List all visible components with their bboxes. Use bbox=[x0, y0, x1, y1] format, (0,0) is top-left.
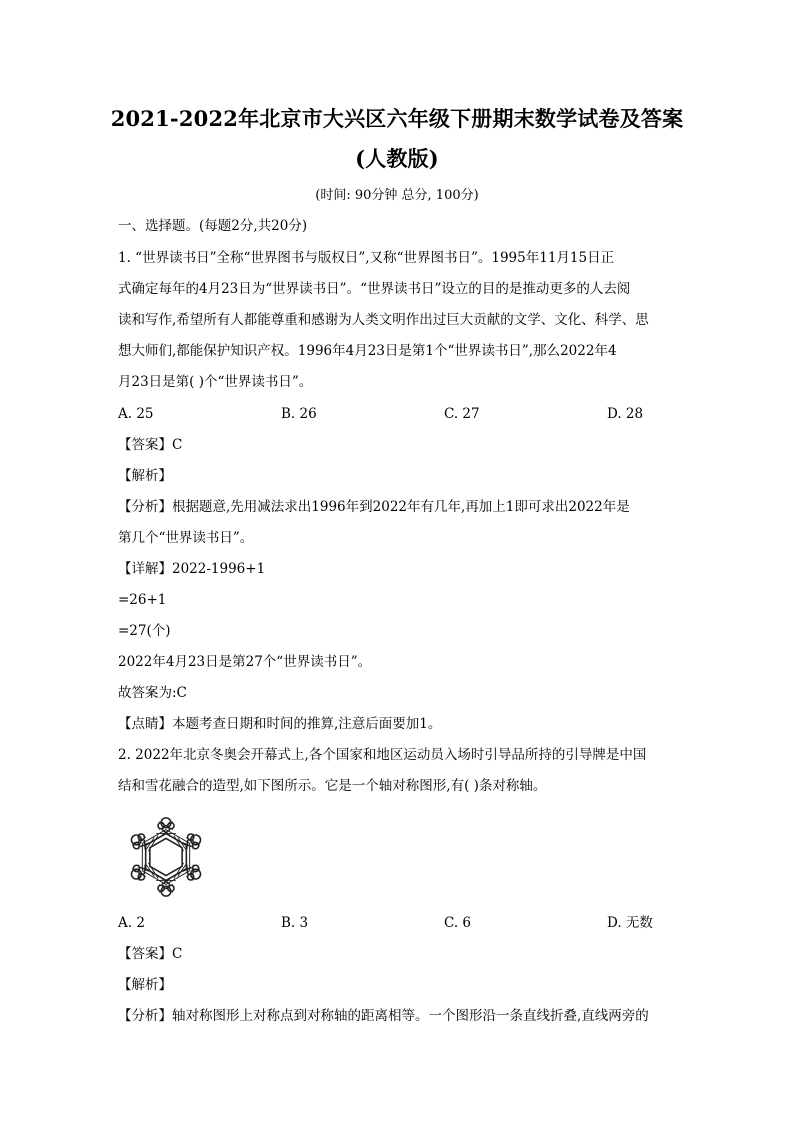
final-answer: 故答案为:C bbox=[118, 685, 187, 701]
option-b: B. 26 bbox=[281, 406, 317, 422]
detail-line: =27(个) bbox=[118, 623, 171, 639]
analysis-text: 【分析】根据题意,先用减法求出1996年到2022年有几年,再加上1即可求出2022年是 bbox=[118, 499, 630, 515]
question-1-line: 月23日是第( )个“世界读书日”。 bbox=[118, 374, 313, 390]
option-a: A. 25 bbox=[118, 406, 154, 422]
detail-line: 【详解】2022-1996+1 bbox=[118, 561, 266, 577]
analysis-label: 【解析】 bbox=[118, 977, 172, 993]
page-title-edition: (人教版) bbox=[355, 146, 439, 171]
question-2-line: 结和雪花融合的造型,如下图所示。它是一个轴对称图形,有( )条对称轴。 bbox=[118, 778, 547, 794]
chinese-knot-snowflake-icon bbox=[122, 812, 210, 902]
answer-label: 【答案】C bbox=[118, 437, 183, 453]
section-heading: 一、选择题。(每题2分,共20分) bbox=[118, 218, 308, 234]
answer-label: 【答案】C bbox=[118, 946, 183, 962]
question-1-line: 式确定每年的4月23日为“世界读书日”。“世界读书日”设立的目的是推动更多的人去阅 bbox=[118, 281, 631, 297]
exam-info: (时间: 90分钟 总分, 100分) bbox=[315, 188, 479, 203]
page-title: 2021-2022年北京市大兴区六年级下册期末数学试卷及答案 bbox=[110, 106, 684, 131]
option-b: B. 3 bbox=[281, 915, 309, 931]
option-d: D. 无数 bbox=[607, 915, 653, 931]
option-c: C. 6 bbox=[444, 915, 472, 931]
analysis-text: 第几个“世界读书日”。 bbox=[118, 530, 254, 546]
analysis-label: 【解析】 bbox=[118, 468, 172, 484]
detail-line: =26+1 bbox=[118, 592, 167, 608]
question-1-line: 想大师们,都能保护知识产权。1996年4月23日是第1个“世界读书日”,那么2022年4 bbox=[118, 343, 617, 359]
detail-line: 2022年4月23日是第27个“世界读书日”。 bbox=[118, 654, 372, 670]
question-1-line: 读和写作,希望所有人都能尊重和感谢为人类文明作出过巨大贡献的文学、文化、科学、思 bbox=[118, 312, 649, 328]
comment-text: 【点睛】本题考查日期和时间的推算,注意后面要加1。 bbox=[118, 716, 442, 732]
option-c: C. 27 bbox=[444, 406, 480, 422]
analysis-text: 【分析】轴对称图形上对称点到对称轴的距离相等。一个图形沿一条直线折叠,直线两旁的 bbox=[118, 1008, 649, 1024]
question-2-line: 2. 2022年北京冬奥会开幕式上,各个国家和地区运动员入场时引导品所持的引导牌是中国 bbox=[118, 747, 647, 763]
question-1-line: 1. “世界读书日”全称“世界图书与版权日”,又称“世界图书日”。1995年11月15日正 bbox=[118, 250, 615, 266]
option-a: A. 2 bbox=[118, 915, 145, 931]
option-d: D. 28 bbox=[607, 406, 644, 422]
